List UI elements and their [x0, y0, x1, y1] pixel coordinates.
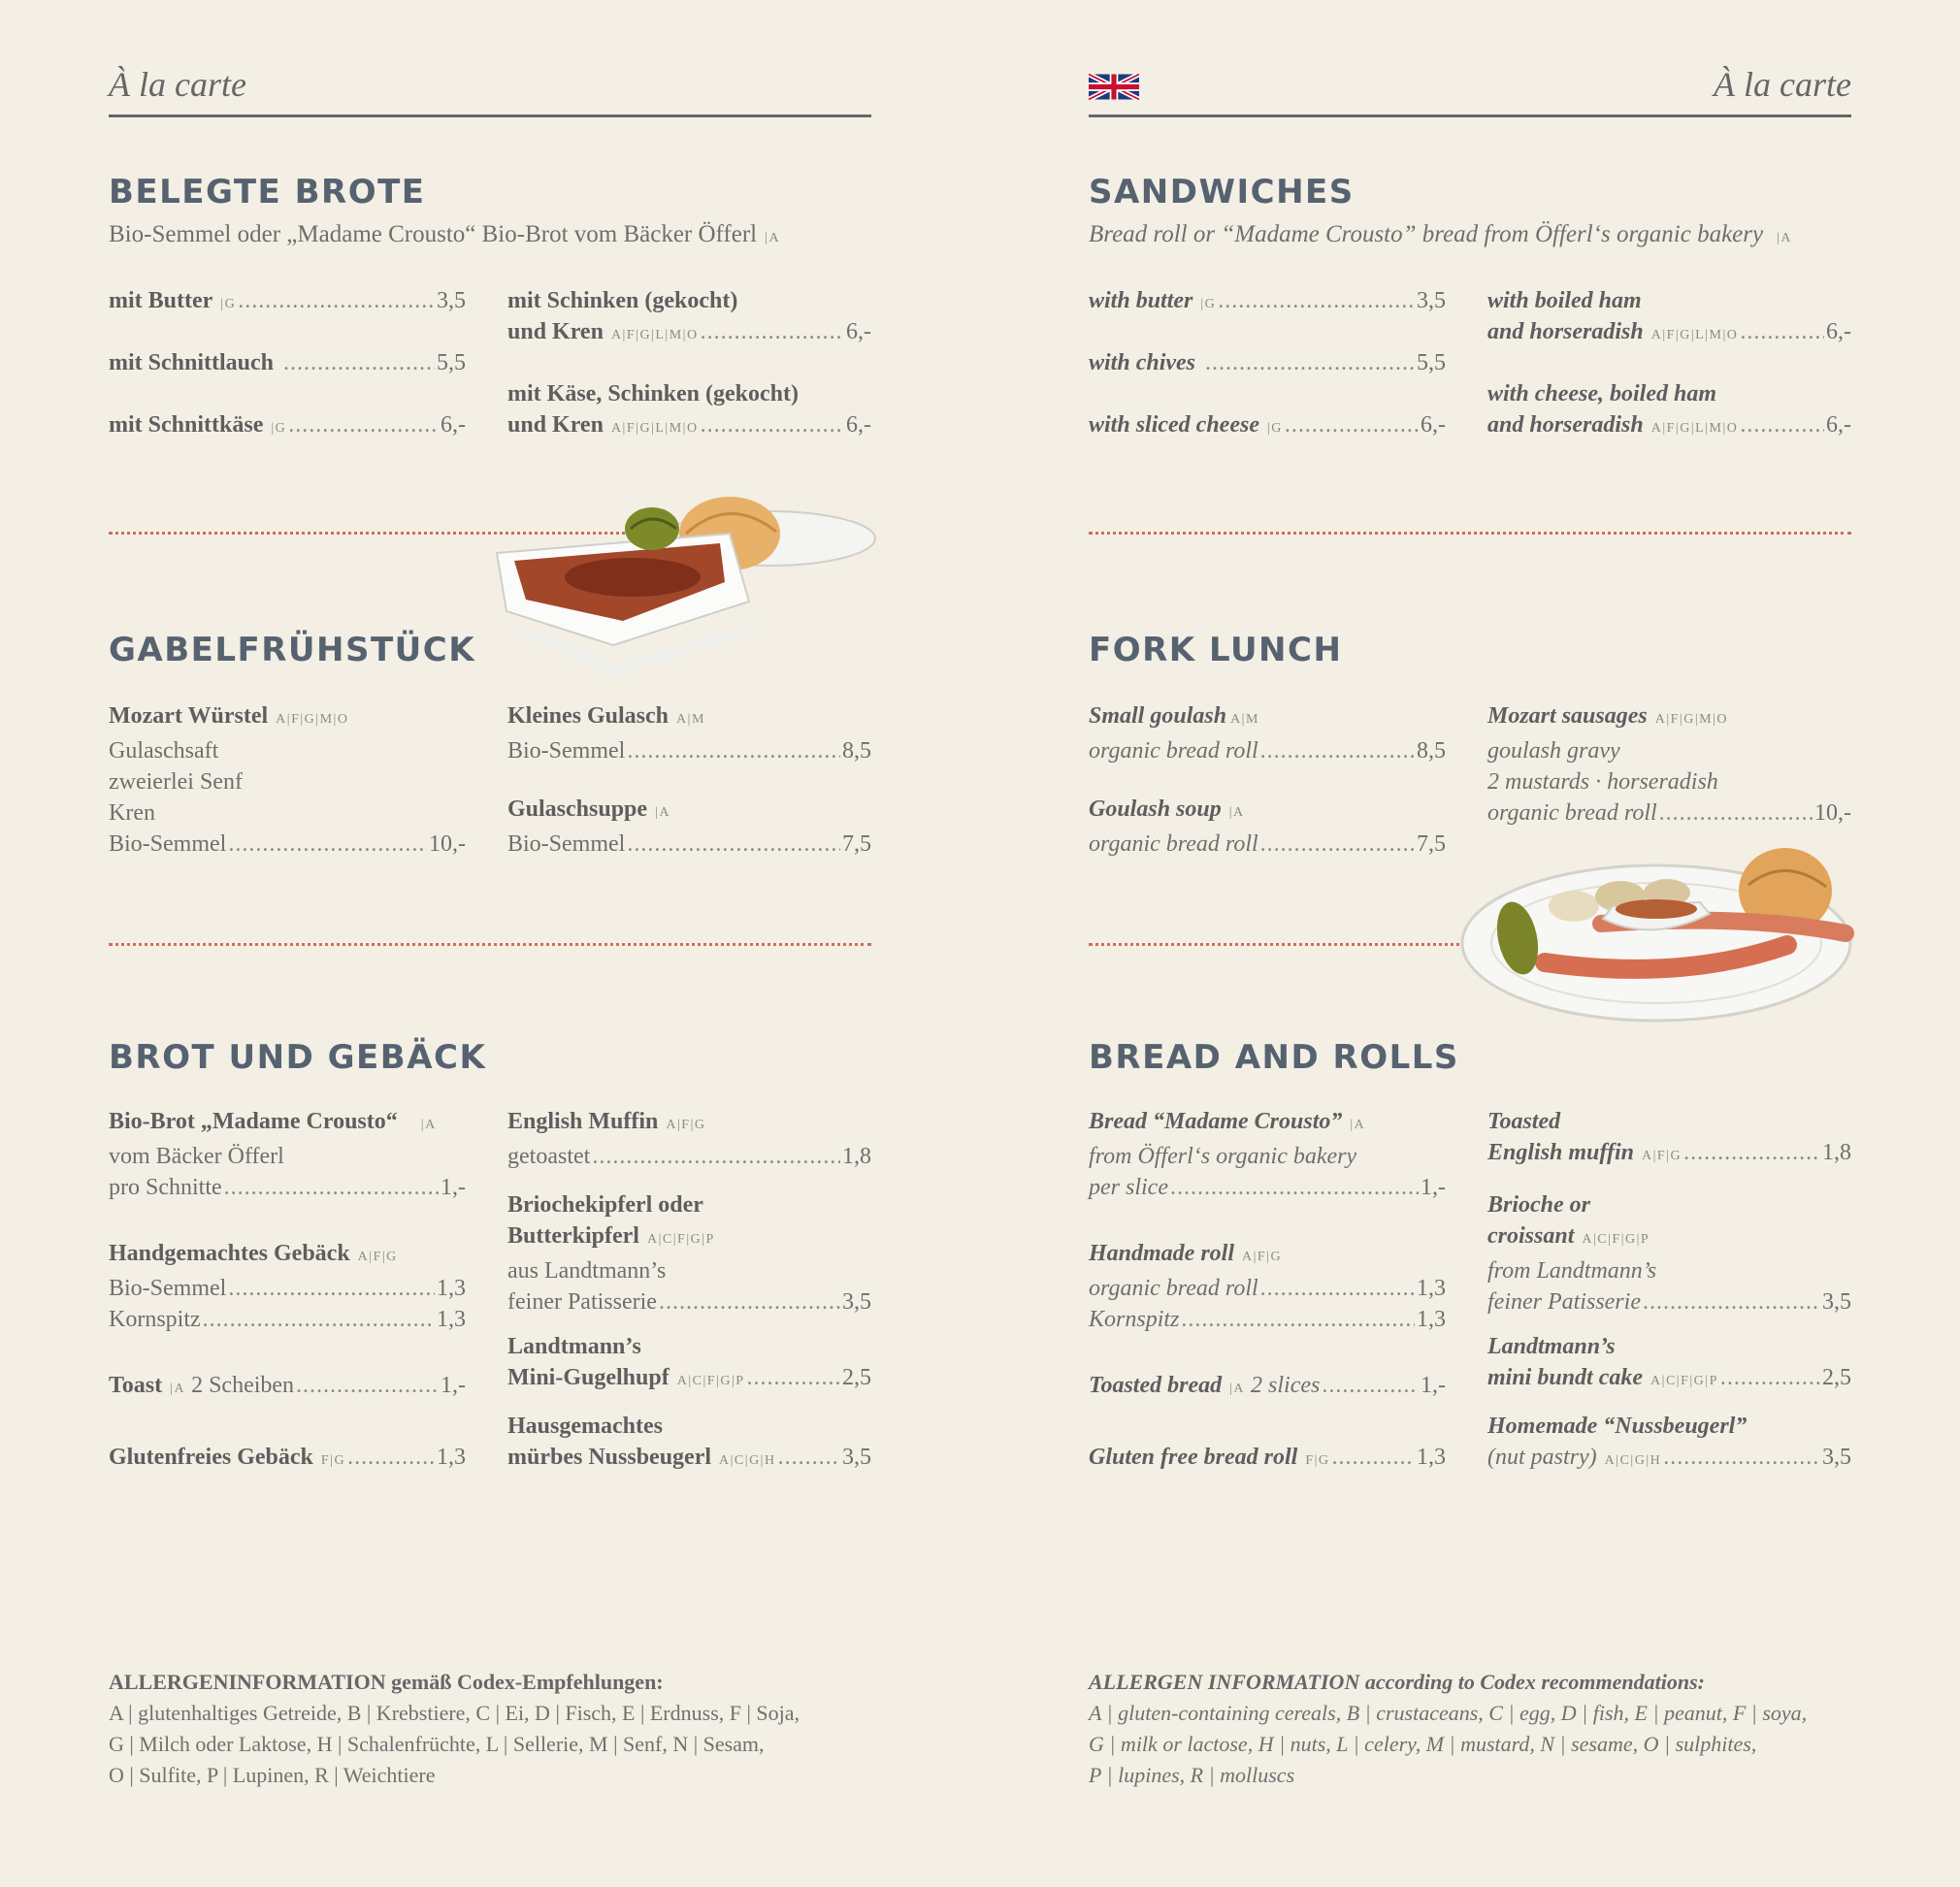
- menu-item: with cheese, boiled ham and horseradish A|F|G|L|M|O ..... 6,-: [1487, 378, 1851, 444]
- section-title-sandwiches: SANDWICHES: [1089, 173, 1355, 211]
- menu-item: Goulash soup |A organic bread roll ..... 7,5: [1089, 794, 1446, 860]
- section-divider: [1089, 532, 1851, 535]
- menu-item: Mozart sausages A|F|G|M|O goulash gravy 2 mustards · horseradish organic bread roll ..... 10,-: [1487, 700, 1851, 829]
- menu-item: Glutenfreies Gebäck F|G ..... 1,3: [109, 1442, 466, 1477]
- section-subtitle: Bio-Semmel oder „Madame Crousto“ Bio-Brot vom Bäcker Öfferl |A: [109, 221, 781, 247]
- menu-item: Landtmann’s mini bundt cake A|C|F|G|P ..... 2,5: [1487, 1331, 1851, 1397]
- menu-item: with chives ..... 5,5: [1089, 347, 1446, 378]
- menu-item: English Muffin A|F|G getoastet ..... 1,8: [507, 1106, 871, 1172]
- menu-item: Handmade roll A|F|G organic bread roll ..... 1,3 Kornspitz ..... 1,3: [1089, 1238, 1446, 1335]
- menu-item: Hausgemachtes mürbes Nussbeugerl A|C|G|H ..... 3,5: [507, 1411, 871, 1477]
- section-title-bread: BROT UND GEBÄCK: [109, 1038, 487, 1077]
- menu-item: Briochekipferl oder Butterkipferl A|C|F|G|P aus Landtmann’s feiner Patisserie ..... 3,5: [507, 1189, 871, 1318]
- menu-item: Gluten free bread roll F|G ..... 1,3: [1089, 1442, 1446, 1477]
- page-title: À la carte: [109, 65, 246, 104]
- menu-item: Bio-Brot „Madame Crousto“ |A vom Bäcker Öfferl pro Schnitte ..... 1,-: [109, 1106, 466, 1203]
- menu-item: with sliced cheese |G ..... 6,-: [1089, 409, 1446, 444]
- allergen-info: ALLERGEN INFORMATION according to Codex recommendations: A | gluten-containing cereals, B | crustaceans, C | egg, D | fish, E | peanut, F | soya, G | milk or lactose, H | nuts, L | celery, M | mustard, N | sesame, O | sulphites, P | lupines, R | molluscs: [1089, 1670, 1808, 1787]
- menu-item: mit Butter |G ..... 3,5: [109, 285, 466, 320]
- section-title-fork-breakfast: GABELFRÜHSTÜCK: [109, 631, 476, 669]
- menu-item: Brioche or croissant A|C|F|G|P from Landtmann’s feiner Patisserie ..... 3,5: [1487, 1189, 1851, 1318]
- menu-item: Toasted English muffin A|F|G ..... 1,8: [1487, 1106, 1851, 1172]
- menu-item: with butter |G ..... 3,5: [1089, 285, 1446, 320]
- menu-item: Gulaschsuppe |A Bio-Semmel ..... 7,5: [507, 794, 871, 860]
- page-title: À la carte: [1714, 65, 1851, 104]
- menu-item: with boiled ham and horseradish A|F|G|L|M|O ..... 6,-: [1487, 285, 1851, 351]
- menu-item: Toasted bread |A 2 slices ..... 1,-: [1089, 1370, 1446, 1405]
- section-divider: [109, 943, 871, 946]
- title-rule: [1089, 114, 1851, 117]
- section-subtitle: Bread roll or “Madame Crousto” bread from Öfferl‘s organic bakery |A: [1089, 221, 1793, 247]
- menu-item: Handgemachtes Gebäck A|F|G Bio-Semmel ..... 1,3 Kornspitz ..... 1,3: [109, 1238, 466, 1335]
- goulash-bowl-image: [487, 485, 885, 679]
- section-title-bread: BREAD AND ROLLS: [1089, 1038, 1459, 1077]
- section-title-sandwiches: BELEGTE BROTE: [109, 173, 426, 211]
- menu-item: mit Schinken (gekocht) und Kren A|F|G|L|M|O ..... 6,-: [507, 285, 871, 351]
- menu-item: mit Schnittkäse |G ..... 6,-: [109, 409, 466, 444]
- menu-item: Kleines Gulasch A|M Bio-Semmel ..... 8,5: [507, 700, 871, 766]
- menu-item: mit Schnittlauch ..... 5,5: [109, 347, 466, 378]
- sausage-plate-image: [1457, 836, 1855, 1030]
- menu-item: Mozart Würstel A|F|G|M|O Gulaschsaft zweierlei Senf Kren Bio-Semmel ..... 10,-: [109, 700, 466, 860]
- allergen-info: ALLERGENINFORMATION gemäß Codex-Empfehlungen: A | glutenhaltiges Getreide, B | Krebstiere, C | Ei, D | Fisch, E | Erdnuss, F | Soja, G | Milch oder Laktose, H | Schalenfrüchte, L | Sellerie, M | Senf, N | Sesam, O | Sulfite, P | Lupinen, R | Weichtiere: [109, 1670, 800, 1787]
- menu-item: Homemade “Nussbeugerl” (nut pastry) A|C|G|H ..... 3,5: [1487, 1411, 1851, 1477]
- menu-item: mit Käse, Schinken (gekocht) und Kren A|F|G|L|M|O ..... 6,-: [507, 378, 871, 444]
- menu-item: Small goulash A|M organic bread roll ..... 8,5: [1089, 700, 1446, 766]
- title-rule: [109, 114, 871, 117]
- menu-item: Landtmann’s Mini-Gugelhupf A|C|F|G|P ..... 2,5: [507, 1331, 871, 1397]
- section-title-fork-lunch: FORK LUNCH: [1089, 631, 1343, 669]
- menu-item: Bread “Madame Crousto” |A from Öfferl‘s organic bakery per slice ..... 1,-: [1089, 1106, 1446, 1203]
- menu-item: Toast |A 2 Scheiben ..... 1,-: [109, 1370, 466, 1405]
